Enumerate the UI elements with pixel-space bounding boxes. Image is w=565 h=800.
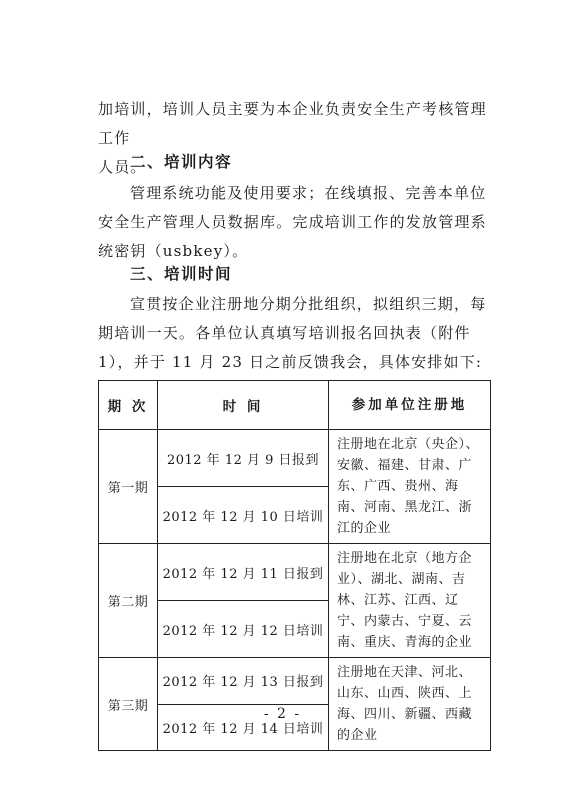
page-number: - 2 - xyxy=(263,706,302,722)
training-date-cell: 2012 年 12 月 10 日培训 xyxy=(158,487,329,544)
paragraph-line: 人员。 xyxy=(98,158,147,176)
table-row xyxy=(99,430,491,487)
section-heading-training-content: 二、培训内容 xyxy=(130,153,233,171)
training-date-cell: 2012 年 12 月 14 日培训 xyxy=(158,704,329,751)
header-period: 期 次 xyxy=(99,381,158,430)
period-cell: 第三期 xyxy=(99,658,158,751)
report-date-cell: 2012 年 12 月 11 日报到 xyxy=(158,544,329,601)
table-header-row xyxy=(99,381,491,430)
header-region: 参加单位注册地 xyxy=(329,381,491,430)
training-schedule-table xyxy=(98,380,491,751)
report-date-cell: 2012 年 12 月 13 日报到 xyxy=(158,658,329,705)
region-cell: 注册地在北京（央企）、安徽、福建、甘肃、广东、广西、贵州、海南、河南、黑龙江、浙江的企业 xyxy=(329,430,491,544)
period-cell: 第一期 xyxy=(99,430,158,544)
table-row xyxy=(99,544,491,601)
training-date-cell: 2012 年 12 月 12 日培训 xyxy=(158,601,329,658)
report-date-cell: 2012 年 12 月 9 日报到 xyxy=(158,430,329,487)
paragraph-line: 加培训，培训人员主要为本企业负责安全生产考核管理工作 xyxy=(98,100,487,147)
period-cell: 第二期 xyxy=(99,544,158,658)
paragraph-training-time: 宣贯按企业注册地分期分批组织，拟组织三期，每期培训一天。各单位认真填写培训报名回执表（附件 1），并于 11 月 23 日之前反馈我会，具体安排如下: xyxy=(98,295,487,371)
region-cell: 注册地在北京（地方企业）、湖北、湖南、吉林、江苏、江西、辽宁、内蒙古、宁夏、云南、重庆、青海的企业 xyxy=(329,544,491,658)
table-row xyxy=(99,658,491,705)
header-time: 时 间 xyxy=(158,381,329,430)
paragraph-training-content: 管理系统功能及使用要求；在线填报、完善本单位安全生产管理人员数据库。完成培训工作的发放管理系统密钥（usbkey）。 xyxy=(98,184,487,260)
section-heading-training-time: 三、培训时间 xyxy=(130,265,233,283)
region-cell: 注册地在天津、河北、山东、山西、陕西、上海、四川、新疆、西藏的企业 xyxy=(329,658,491,751)
